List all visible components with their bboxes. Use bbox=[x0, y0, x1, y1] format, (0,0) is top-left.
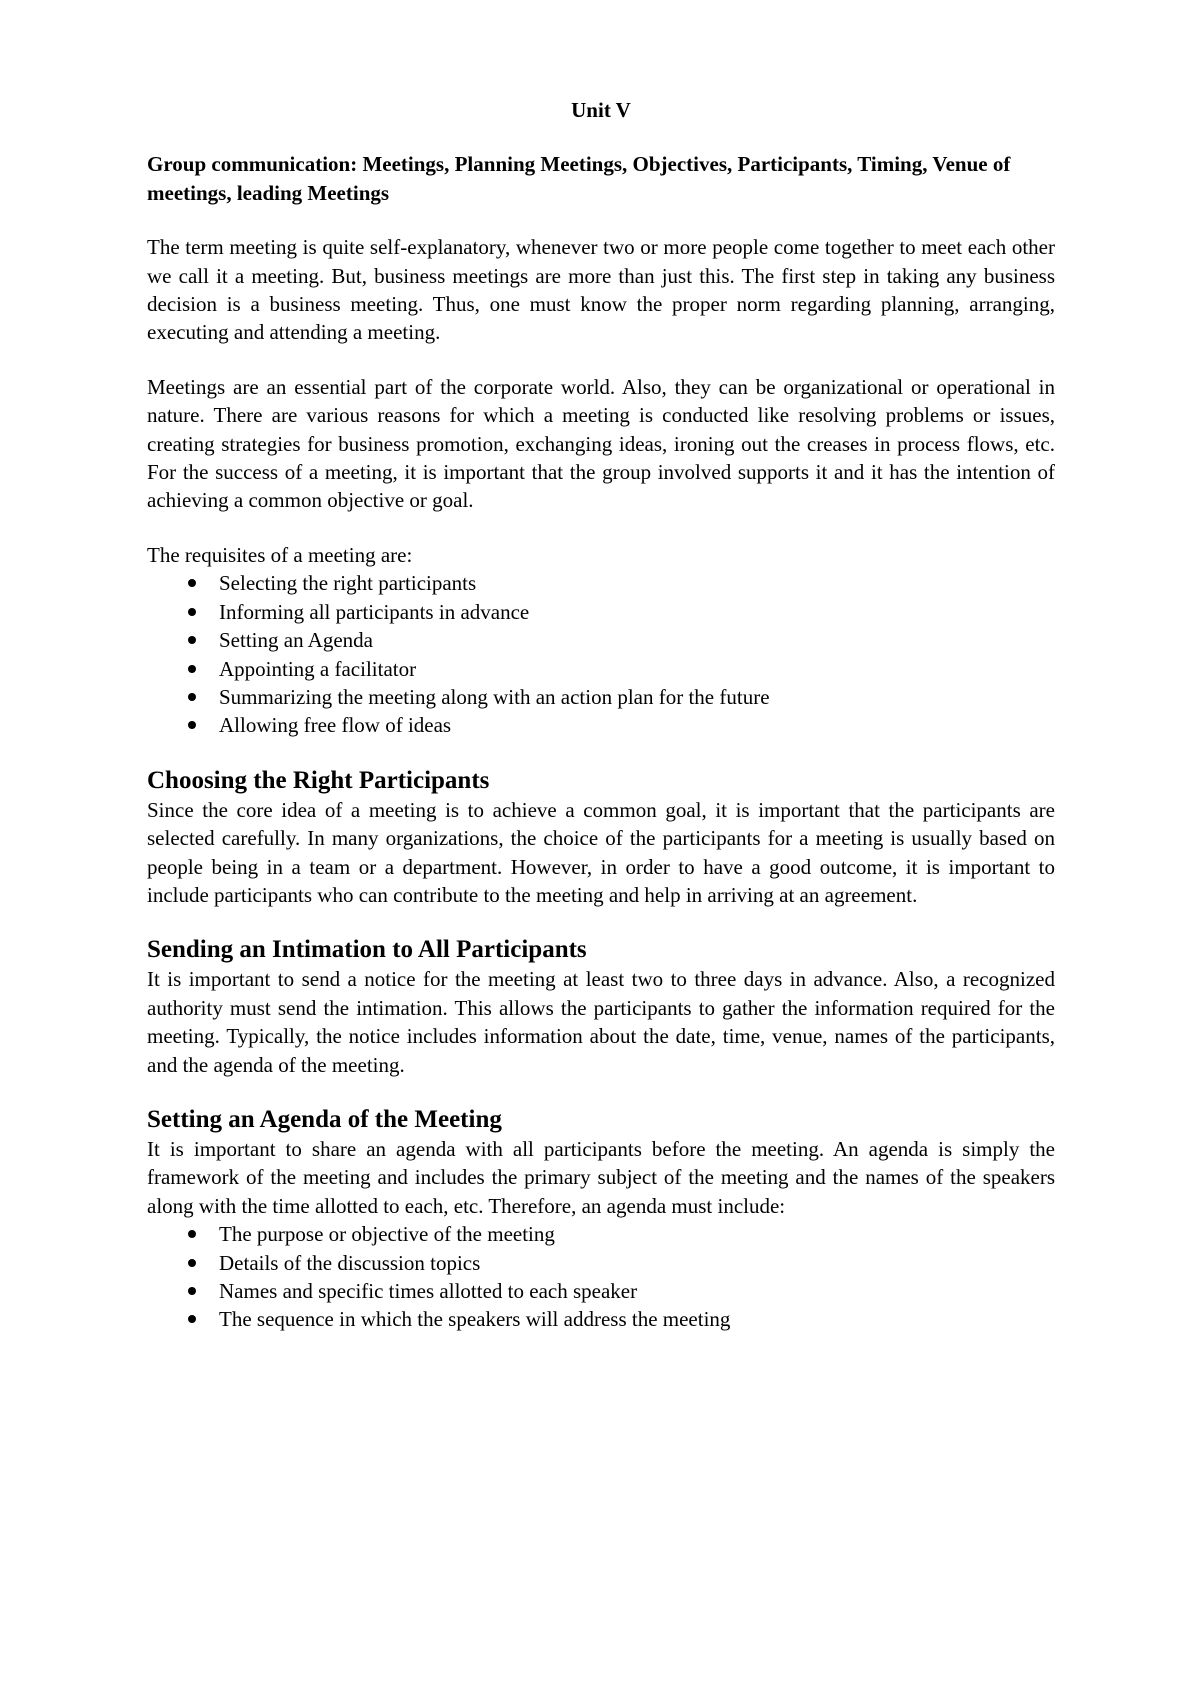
list-item-text: Selecting the right participants bbox=[219, 571, 477, 596]
section-body: It is important to share an agenda with all participants before the meeting. An agenda is simply the framework of the meeting and includes the primary subject of the meeting and the names of the speakers along with the time allotted to each, etc. Therefore, an agenda must include: bbox=[147, 1136, 1055, 1218]
list-item bbox=[147, 569, 1055, 597]
list-item-text: Setting an Agenda bbox=[219, 628, 373, 653]
bullet-icon bbox=[188, 693, 196, 701]
unit-title: Unit V bbox=[571, 98, 631, 122]
requisites-lead: The requisites of a meeting are: bbox=[147, 542, 413, 567]
list-item-text: Appointing a facilitator bbox=[219, 656, 417, 681]
section-heading: Setting an Agenda of the Meeting bbox=[147, 1105, 502, 1133]
list-item-text: Names and specific times allotted to each speaker bbox=[219, 1279, 638, 1303]
section-heading: Sending an Intimation to All Participants bbox=[147, 936, 587, 964]
requisites-list bbox=[147, 569, 1055, 739]
bullet-icon bbox=[188, 1259, 196, 1267]
section-body: It is important to send a notice for the meeting at least two to three days in advance. Also, a recognized authority must send the intimation. This allows the participants to gather the information required for the meeting. Typically, the notice includes information about the date, time, venue, names of the participants, and the agenda of the meeting. bbox=[147, 967, 1055, 1077]
bullet-icon bbox=[188, 665, 196, 673]
list-item bbox=[147, 711, 1055, 739]
list-item bbox=[147, 1220, 1055, 1248]
bullet-icon bbox=[188, 1230, 196, 1238]
intro-paragraph: The term meeting is quite self-explanatory, whenever two or more people come together to meet each other we call it a meeting. But, business meetings are more than just this. The first step in taking any business decision is a business meeting. Thus, one must know the proper norm regarding planning, arranging, executing and attending a meeting. bbox=[147, 235, 1055, 345]
bullet-icon bbox=[188, 1287, 196, 1295]
list-item bbox=[147, 598, 1055, 626]
bullet-icon bbox=[188, 579, 196, 587]
list-item-text: Allowing free flow of ideas bbox=[219, 713, 452, 738]
section-body: Since the core idea of a meeting is to achieve a common goal, it is important that the participants are selected carefully. In many organizations, the choice of the participants for a meeting is usually based on people being in a team or a department. However, in order to have a good outcome, it is important to include participants who can contribute to the meeting and help in arriving at an agreement. bbox=[147, 797, 1055, 907]
section-heading: Choosing the Right Participants bbox=[147, 766, 490, 794]
bullet-icon bbox=[188, 636, 196, 644]
intro-paragraph: Meetings are an essential part of the corporate world. Also, they can be organizational or operational in nature. There are various reasons for which a meeting is conducted like resolving problems or issues, creating strategies for business promotion, exchanging ideas, ironing out the creases in process flows, etc. For the success of a meeting, it is important that the group involved supports it and it has the intention of achieving a common objective or goal. bbox=[147, 374, 1055, 513]
list-item bbox=[147, 1249, 1055, 1277]
topic-heading: Group communication: Meetings, Planning Meetings, Objectives, Participants, Timing, Venue of meetings, leading Meetings bbox=[147, 152, 1011, 205]
list-item-text: Details of the discussion topics bbox=[219, 1250, 481, 1275]
bullet-icon bbox=[188, 608, 196, 616]
list-item-text: Summarizing the meeting along with an action plan for the future bbox=[219, 684, 770, 709]
list-item-text: The purpose or objective of the meeting bbox=[219, 1222, 555, 1247]
bullet-icon bbox=[188, 721, 196, 729]
list-item bbox=[147, 683, 1055, 711]
document-page bbox=[147, 96, 1055, 1360]
list-item bbox=[147, 1305, 1055, 1333]
list-item bbox=[147, 1277, 1055, 1305]
agenda-list bbox=[147, 1220, 1055, 1334]
bullet-icon bbox=[188, 1315, 196, 1323]
list-item bbox=[147, 655, 1055, 683]
list-item-text: Informing all participants in advance bbox=[219, 599, 530, 624]
list-item bbox=[147, 626, 1055, 654]
list-item-text: The sequence in which the speakers will address the meeting bbox=[219, 1307, 731, 1332]
